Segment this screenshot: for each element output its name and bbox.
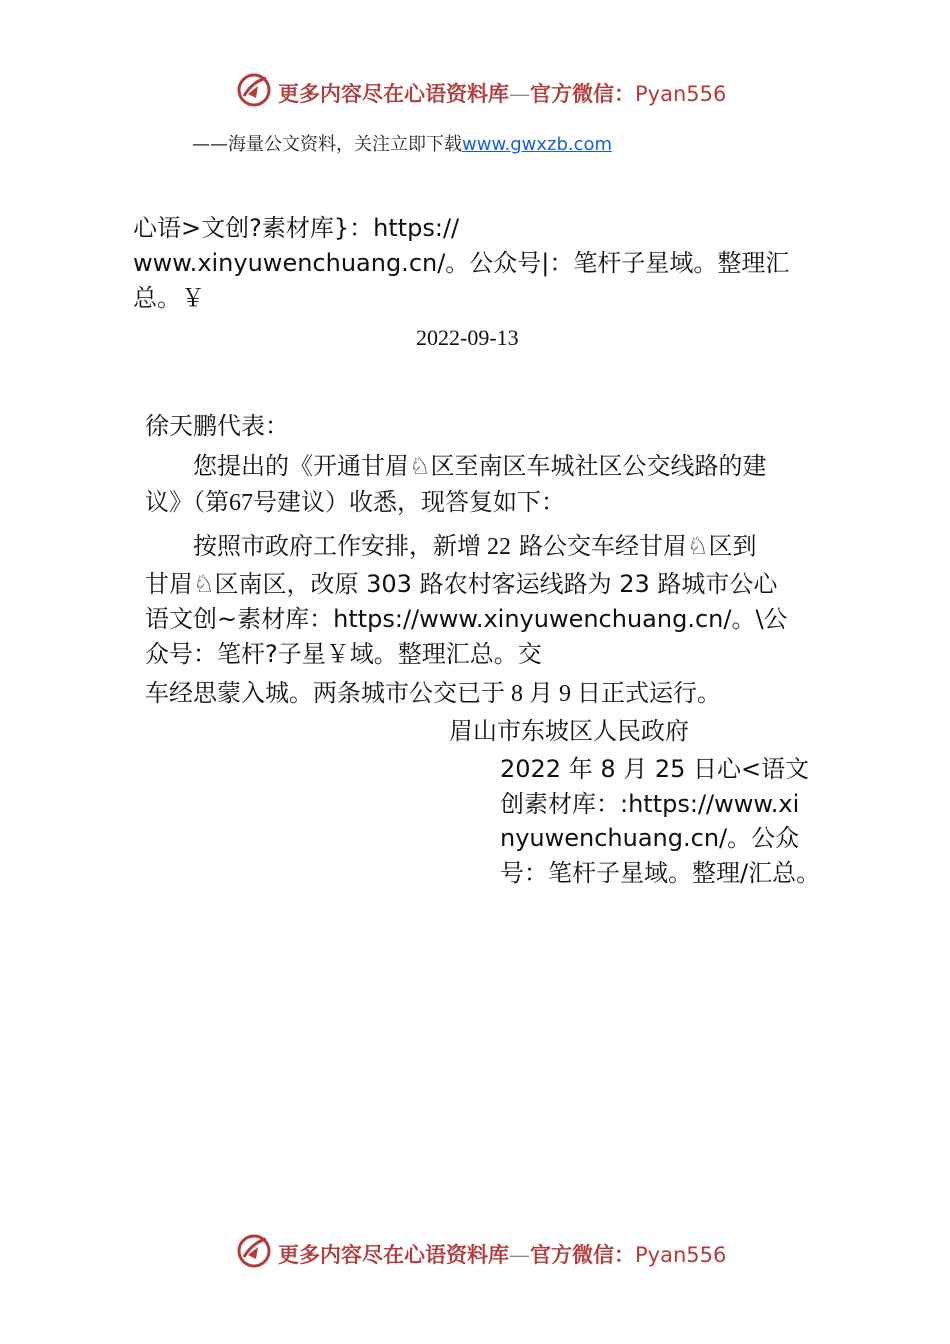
- para2-line1: [193, 528, 757, 565]
- footer-banner-text: [278, 1239, 726, 1269]
- sign-line-4: 号：笔杆子星域。整理/汇总。: [500, 859, 821, 887]
- footer-wechat-label: 官方微信：: [530, 1242, 635, 1267]
- intro-line-2: www.xinyuwenchuang.cn/。公众号|：笔杆子星域。整理汇: [133, 249, 790, 277]
- brand-logo-icon: [236, 1233, 272, 1269]
- para2-line1-b: 路公交车经甘眉♘区到: [519, 532, 757, 560]
- banner-main-text: 更多内容尽在心语资料库: [278, 81, 509, 106]
- intro-line-1: 心语>文创?素材库}：https://: [133, 214, 460, 242]
- subline-text: ——海量公文资料，关注立即下载: [192, 134, 462, 155]
- sign-line-2: 创素材库：:https://www.xi: [500, 790, 800, 818]
- para2-line1-a: 按照市政府工作安排，新增: [193, 532, 481, 560]
- header-banner: [236, 72, 736, 112]
- para3-month: 8: [511, 681, 523, 707]
- brand-logo-icon: [236, 72, 272, 108]
- footer-banner: [236, 1233, 736, 1273]
- footer-wechat-id: Pyan556: [635, 1243, 727, 1267]
- banner-wechat-id: Pyan556: [635, 82, 727, 106]
- proposal-number: 67: [229, 490, 253, 516]
- doc-date: 2022-09-13: [416, 325, 519, 350]
- header-subline: [192, 130, 612, 156]
- route-number: 22: [487, 534, 511, 560]
- para1-line2-a: 议》（第: [145, 488, 229, 516]
- banner-wechat-label: 官方微信：: [530, 81, 635, 106]
- para2-line4: 众号：笔杆?子星￥域。整理汇总。交: [145, 640, 542, 668]
- para3-c: 日正式运行。: [577, 679, 721, 707]
- para1-line1: 您提出的《开通甘眉♘区至南区车城社区公交线路的建: [193, 452, 767, 480]
- footer-main-text: 更多内容尽在心语资料库: [278, 1242, 509, 1267]
- sign-line-1: 2022 年 8 月 25 日心<语文: [500, 755, 810, 783]
- banner-text: [278, 78, 726, 108]
- salutation: 徐天鹏代表：: [145, 412, 289, 440]
- para2-line3: 语文创~素材库：https://www.xinyuwenchuang.cn/。\公: [145, 605, 788, 633]
- footer-dash: —: [509, 1243, 530, 1267]
- banner-dash: —: [509, 82, 530, 106]
- para3-day: 9: [559, 681, 571, 707]
- para3-b: 月: [529, 679, 553, 707]
- para3-a: 车经思蒙入城。两条城市公交已于: [145, 679, 505, 707]
- para2-line2: 甘眉♘区南区，改原 303 路农村客运线路为 23 路城市公心: [145, 570, 778, 598]
- sign-line-3: nyuwenchuang.cn/。公众: [500, 824, 800, 852]
- para3-line: [145, 675, 721, 712]
- subline-link[interactable]: www.gwxzb.com: [462, 134, 613, 155]
- para1-line2-b: 号建议）收悉，现答复如下：: [253, 488, 565, 516]
- signature-org: 眉山市东坡区人民政府: [449, 717, 689, 745]
- intro-line-3: 总。￥: [133, 284, 205, 312]
- para1-line2: [145, 484, 565, 521]
